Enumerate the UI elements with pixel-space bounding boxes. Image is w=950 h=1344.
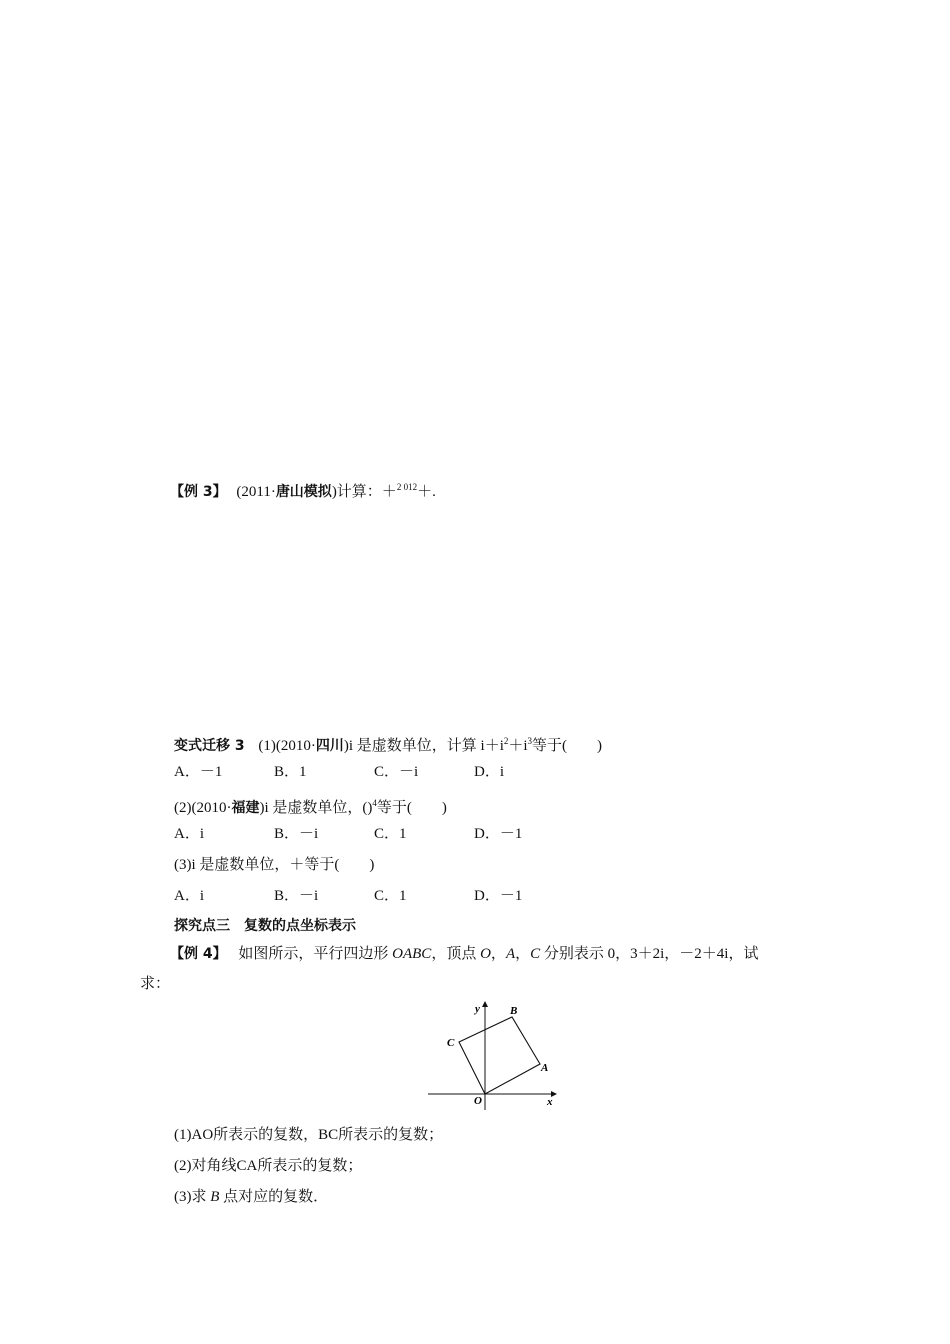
example3-text-a: )计算：＋ bbox=[331, 484, 397, 500]
variant3-q2-line bbox=[174, 793, 447, 818]
option-a: A．－1 bbox=[174, 764, 223, 780]
label-a: A bbox=[541, 1062, 549, 1074]
section3-heading: 探究点三 复数的点坐标表示 bbox=[174, 918, 356, 934]
variant3-q1-sup2: 3 bbox=[527, 736, 533, 746]
label-c: C bbox=[447, 1037, 455, 1049]
option-a: A．i bbox=[174, 888, 205, 904]
example4-text-b: ，顶点 bbox=[431, 946, 481, 962]
variant3-q1-line bbox=[174, 731, 602, 756]
example3-tag: 【例 3】 bbox=[170, 484, 227, 500]
example4-tag: 【例 4】 bbox=[170, 946, 227, 962]
variant3-heading: 变式迁移 3 bbox=[174, 738, 245, 754]
variant3-q2-source: (2)(2010· bbox=[174, 800, 232, 816]
label-x: x bbox=[547, 1096, 553, 1108]
example4-continuation: 求： bbox=[140, 976, 171, 992]
variant3-q2-sup: 4 bbox=[372, 798, 377, 808]
example4-q3-b: B bbox=[210, 1189, 220, 1205]
example3-text-b: ＋. bbox=[417, 484, 436, 500]
variant3-q1-text-c: 等于( ) bbox=[532, 738, 603, 754]
variant3-q2-text-b: 等于( ) bbox=[376, 800, 447, 816]
variant3-q2-place: 福建 bbox=[231, 800, 260, 816]
example4-o: O bbox=[480, 946, 491, 962]
example4-q3-c: 点对应的复数． bbox=[219, 1189, 329, 1205]
example4-comma1: ， bbox=[490, 946, 506, 962]
option-d: D．i bbox=[474, 764, 505, 780]
label-b: B bbox=[510, 1005, 518, 1017]
option-b: B．－i bbox=[274, 826, 319, 842]
example4-a: A bbox=[505, 946, 516, 962]
variant3-q1-sup1: 2 bbox=[503, 736, 509, 746]
option-c: C．1 bbox=[374, 826, 407, 842]
label-y: y bbox=[475, 1003, 480, 1015]
variant3-q1-text-b: ＋i bbox=[508, 738, 528, 754]
option-c: C．－i bbox=[374, 764, 419, 780]
example4-comma2: ， bbox=[515, 946, 531, 962]
example4-q2: (2)对角线CA所表示的复数； bbox=[174, 1158, 363, 1174]
example3-line bbox=[170, 477, 436, 502]
example4-c: C bbox=[530, 946, 541, 962]
example3-source: (2011· bbox=[236, 484, 276, 500]
variant3-q3-line: (3)i 是虚数单位，＋等于( ) bbox=[174, 857, 375, 873]
option-b: B．1 bbox=[274, 764, 307, 780]
example4-q3 bbox=[174, 1187, 328, 1207]
example3-exponent: 2 012 bbox=[396, 482, 418, 492]
option-c: C．1 bbox=[374, 888, 407, 904]
example4-q3-a: (3)求 bbox=[174, 1189, 211, 1205]
example4-text-c: 分别表示 0，3＋2i，－2＋4i，试 bbox=[540, 946, 759, 962]
variant3-q1-place: 四川 bbox=[315, 738, 344, 754]
variant3-q1-text-a: )i 是虚数单位，计算 i＋i bbox=[343, 738, 504, 754]
example4-text-a: 如图所示，平行四边形 bbox=[238, 946, 393, 962]
label-o: O bbox=[474, 1095, 482, 1107]
option-d: D．－1 bbox=[474, 826, 523, 842]
option-a: A．i bbox=[174, 826, 205, 842]
option-d: D．－1 bbox=[474, 888, 523, 904]
option-b: B．－i bbox=[274, 888, 319, 904]
example4-q1: (1)AO所表示的复数，BC所表示的复数； bbox=[174, 1127, 444, 1143]
variant3-q1-source: (1)(2010· bbox=[258, 738, 316, 754]
example3-source-place: 唐山模拟 bbox=[275, 484, 332, 500]
parallelogram-figure bbox=[424, 998, 564, 1113]
example4-line bbox=[170, 944, 758, 964]
variant3-q2-text-a: )i 是虚数单位，() bbox=[259, 800, 373, 816]
parallelogram-oabc bbox=[459, 1017, 540, 1094]
example4-oabc: OABC bbox=[392, 946, 432, 962]
